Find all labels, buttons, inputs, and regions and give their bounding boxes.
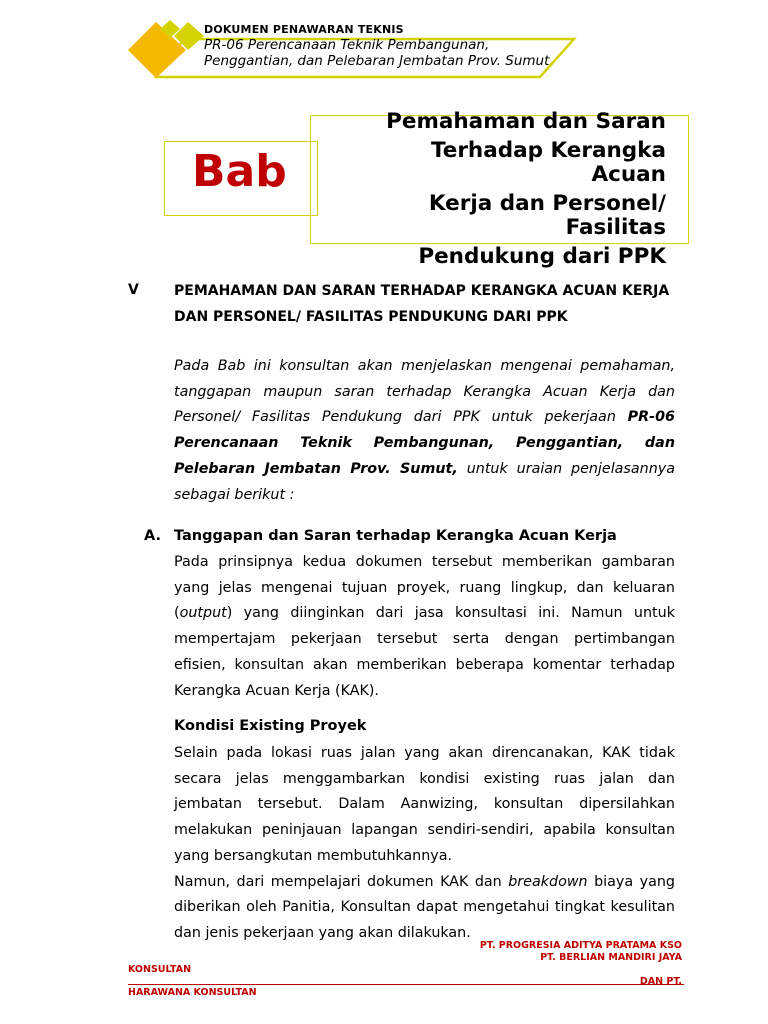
chapter-title-line: Pemahaman dan Saran — [386, 109, 666, 134]
kondisi-heading: Kondisi Existing Proyek — [174, 718, 367, 734]
header-doc-title: PR-06 Perencanaan Teknik Pembangunan, Penggantian, dan Pelebaran Jembatan Prov. Sumut — [204, 37, 550, 69]
footer-company-3: HARAWANA KONSULTAN — [128, 987, 257, 998]
footer-company-2: PT. BERLIAN MANDIRI JAYA — [540, 952, 682, 963]
kondisi-p2-text: Namun, dari mempelajari dokumen KAK dan — [174, 873, 509, 890]
subsection-title: Tanggapan dan Saran terhadap Kerangka Acuan Kerja — [174, 528, 617, 544]
intro-paragraph — [174, 354, 675, 508]
chapter-label: Bab — [192, 146, 287, 197]
chapter-title-line: Terhadap Kerangka Acuan — [430, 137, 666, 187]
section-number: V — [128, 282, 139, 298]
intro-text-end: untuk uraian penjelasannya sebagai berikut : — [174, 460, 675, 503]
section-heading: PEMAHAMAN DAN SARAN TERHADAP KERANGKA ACUAN KERJA DAN PERSONEL/ FASILITAS PENDUKUNG DARI PPK — [174, 283, 670, 325]
footer-divider — [128, 984, 684, 985]
para-text-end: ) yang diinginkan dari jasa konsultasi ini. Namun untuk mempertajam pekerjaan tersebut serta dengan pertimbangan efisien, konsultan akan memberikan beberapa komentar terhadap Kerangka Acuan Kerja (KAK). — [174, 605, 675, 699]
chapter-title-line: Kerja dan Personel/ Fasilitas — [428, 190, 666, 240]
intro-text: Pada Bab ini konsultan akan menjelaskan mengenai pemahaman, tanggapan maupun saran terhadap Kerangka Acuan Kerja dan Personel/ Fasilitas Pendukung dari PPK untuk pekerjaan — [174, 358, 675, 426]
footer-dan-pt: DAN PT. — [639, 976, 682, 987]
chapter-title — [360, 110, 666, 273]
chapter-title-line: Pendukung dari PPK — [418, 243, 666, 269]
kondisi-paragraph — [174, 741, 675, 947]
subsection-letter: A. — [144, 528, 161, 544]
footer-company-1: PT. PROGRESIA ADITYA PRATAMA KSO — [479, 940, 682, 951]
para-text: Pada prinsipnya kedua dokumen tersebut memberikan gambaran yang jelas mengenai tujuan proyek, ruang lingkup, dan keluaran ( — [174, 554, 675, 622]
project-name: PR-06 Perencanaan Teknik Pembangunan, Penggantian, dan Pelebaran Jembatan Prov. Sumut, — [174, 409, 675, 477]
subsection-a-paragraph — [174, 550, 675, 704]
para-italic: output — [179, 605, 227, 622]
header-doc-label: DOKUMEN PENAWARAN TEKNIS — [204, 23, 404, 36]
kondisi-p2-italic: breakdown — [508, 873, 588, 890]
kondisi-p1: Selain pada lokasi ruas jalan yang akan direncanakan, KAK tidak secara jelas menggambarkan kondisi existing ruas jalan dan jembatan tersebut. Dalam Aanwizing, konsultan dipersilahkan melakukan peninjauan lapangan sendiri-sendiri, apabila konsultan yang bersangkutan membutuhkannya. — [174, 745, 675, 864]
footer-konsultan: KONSULTAN — [128, 964, 192, 975]
kondisi-p2-end: biaya yang diberikan oleh Panitia, Konsultan dapat mengetahui tingkat kesulitan dan jenis pekerjaan yang akan dilakukan. — [174, 873, 675, 941]
